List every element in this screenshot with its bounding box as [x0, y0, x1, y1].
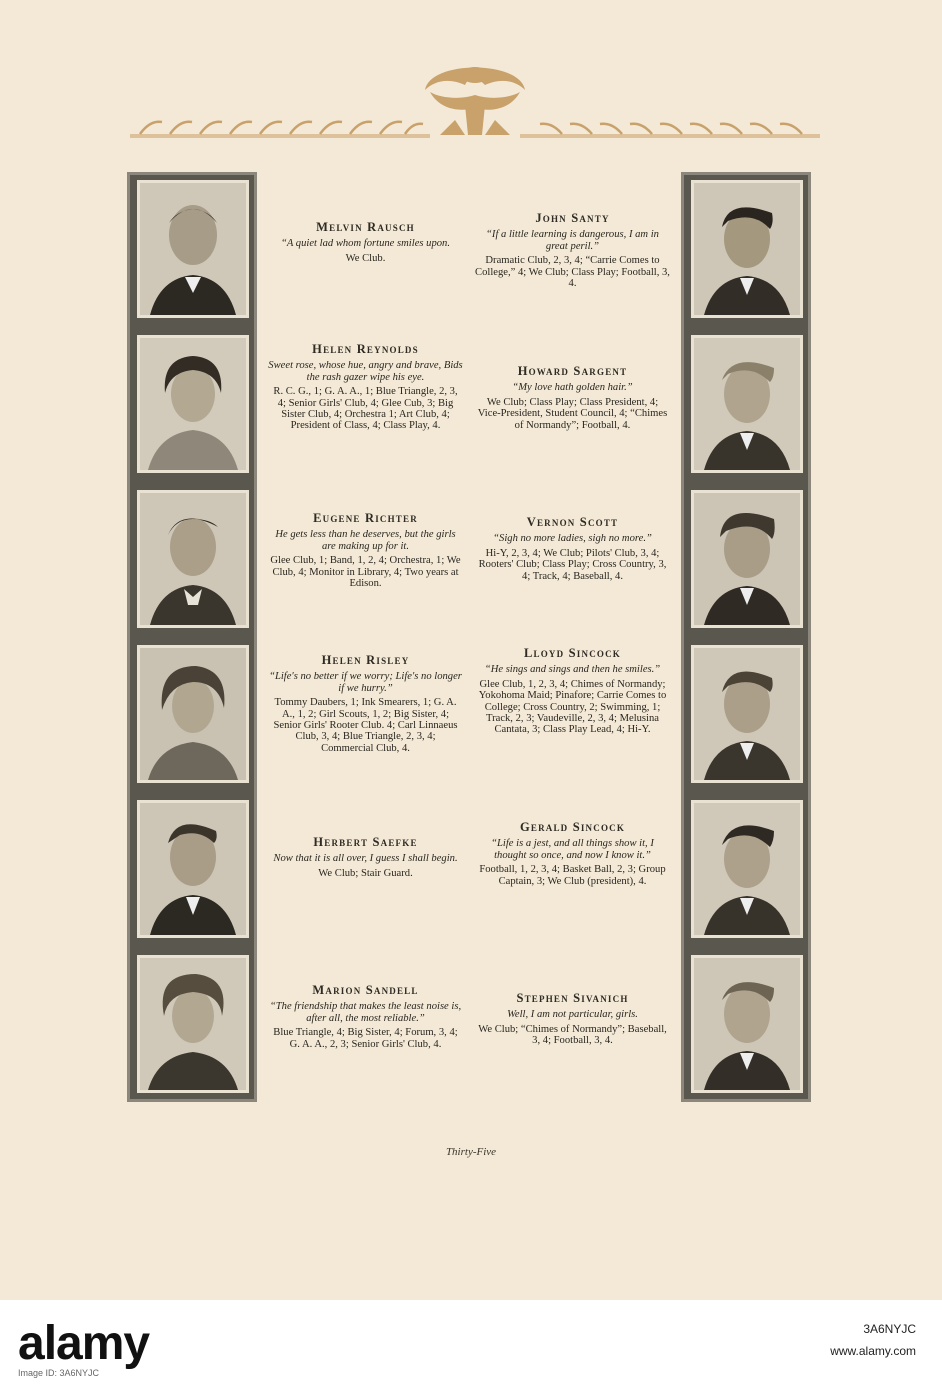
decorative-ornament — [130, 50, 820, 150]
student-entry — [268, 655, 463, 754]
image-id: 3A6NYJC — [863, 1322, 916, 1336]
student-activities: Tommy Daubers, 1; Ink Smearers, 1; G. A. A., 1, 2; Girl Scouts, 1, 2; Big Sister, 4; Senior Girls' Rooter Club. 4; Carl Linnaeus Club, 3, 4; Blue Triangle, 2, 3, 4; Commercial Club, 4. — [273, 697, 458, 754]
student-entry — [475, 366, 670, 431]
student-quote: “Life's no better if we worry; Life's no longer if we hurry.” — [269, 671, 462, 694]
page-number: Thirty-Five — [445, 1146, 497, 1158]
student-photo — [137, 955, 249, 1093]
student-quote: “He sings and sings and then he smiles.” — [484, 664, 661, 676]
student-name: Stephen Sivanich — [516, 991, 629, 1005]
student-activities: Blue Triangle, 4; Big Sister, 4; Forum, 3, 4; G. A. A., 2, 3; Senior Girls' Club, 4. — [273, 1027, 458, 1050]
student-entry — [268, 344, 463, 432]
student-name: Gerald Sincock — [519, 820, 626, 834]
student-entry — [268, 837, 463, 879]
student-photo — [691, 800, 803, 938]
student-quote: Now that it is all over, I guess I shall begin. — [273, 853, 458, 865]
student-photo — [691, 335, 803, 473]
student-quote: Sweet rose, whose hue, angry and brave, Bids the rash gazer wipe his eye. — [268, 360, 463, 383]
student-quote: “Life is a jest, and all things show it, I thought so once, and now I know it.” — [491, 838, 654, 861]
student-quote: “My love hath golden hair.” — [512, 382, 633, 394]
student-photo — [691, 955, 803, 1093]
student-photo — [137, 490, 249, 628]
student-activities: We Club. — [345, 252, 386, 264]
student-activities: R. C. G., 1; G. A. A., 1; Blue Triangle, 2, 3, 4; Senior Girls' Club, 4; Glee Cub, 3; Big Sister Club, 4; Orchestra 1; Art Club, 4; President of Class, 4; Class Play, 4. — [273, 386, 458, 432]
student-entry — [475, 517, 670, 582]
student-name: Vernon Scott — [526, 515, 619, 529]
student-name: John Santy — [535, 211, 610, 225]
student-quote: “Sigh no more ladies, sigh no more.” — [493, 533, 652, 545]
student-name: Helen Reynolds — [312, 342, 419, 356]
student-name: Herbert Saefke — [313, 835, 418, 849]
student-photo — [137, 335, 249, 473]
student-photo — [137, 645, 249, 783]
student-entry — [268, 985, 463, 1050]
student-name: Marion Sandell — [312, 983, 419, 997]
student-entry — [475, 822, 670, 887]
student-name: Howard Sargent — [517, 364, 628, 378]
student-quote: “A quiet lad whom fortune smiles upon. — [280, 238, 450, 250]
student-activities: Football, 1, 2, 3, 4; Basket Ball, 2, 3; Group Captain, 3; We Club (president), 4. — [479, 864, 666, 887]
student-name: Melvin Rausch — [316, 220, 415, 234]
student-entry — [268, 513, 463, 589]
student-photo — [137, 180, 249, 318]
student-entry — [268, 222, 463, 264]
student-activities: Glee Club, 1; Band, 1, 2, 4; Orchestra, 1; We Club, 4; Monitor in Library, 4; Two years at Edison. — [270, 555, 461, 590]
student-name: Eugene Richter — [313, 511, 418, 525]
student-activities: Dramatic Club, 2, 3, 4; “Carrie Comes to College,” 4; We Club; Class Play; Football, 3, 4. — [475, 255, 670, 290]
student-activities: We Club; Stair Guard. — [318, 867, 413, 879]
student-quote: “The friendship that makes the least noise is, after all, the most reliable.” — [269, 1001, 462, 1024]
student-photo — [137, 800, 249, 938]
watermark-id-block — [830, 1318, 916, 1362]
student-activities: We Club; “Chimes of Normandy”; Baseball, 3, 4; Football, 3, 4. — [478, 1023, 667, 1047]
student-quote: “If a little learning is dangerous, I am in great peril.” — [486, 229, 659, 252]
student-entry — [475, 648, 670, 736]
watermark-sub: Image ID: 3A6NYJC — [18, 1368, 100, 1378]
site-url: www.alamy.com — [830, 1344, 916, 1358]
student-photo — [691, 180, 803, 318]
student-entry — [475, 213, 670, 289]
student-entry — [475, 993, 670, 1047]
student-photo — [691, 645, 803, 783]
student-name: Lloyd Sincock — [523, 646, 622, 660]
student-photo — [691, 490, 803, 628]
student-activities: Hi-Y, 2, 3, 4; We Club; Pilots' Club, 3, 4; Rooters' Club; Class Play; Cross Country, 3, 4; Track, 4; Baseball, 4. — [478, 547, 667, 582]
alamy-logo: alamy — [18, 1317, 150, 1370]
student-activities: We Club; Class Play; Class President, 4; Vice-President, Student Council, 4; “Chimes of Normandy”; Football, 4. — [477, 396, 668, 431]
student-quote: Well, I am not particular, girls. — [507, 1009, 638, 1021]
student-quote: He gets less than he deserves, but the girls are making up for it. — [275, 529, 456, 552]
student-name: Helen Risley — [321, 653, 410, 667]
student-activities: Glee Club, 1, 2, 3, 4; Chimes of Normandy; Yokohoma Maid; Pinafore; Carrie Comes to College; Cross Country, 2; Swimming, 1; Track, 2, 3; Vaudeville, 2, 3, 4; Melusina Cantata, 3; Class Play Lead, 4; Hi-Y. — [478, 678, 667, 736]
